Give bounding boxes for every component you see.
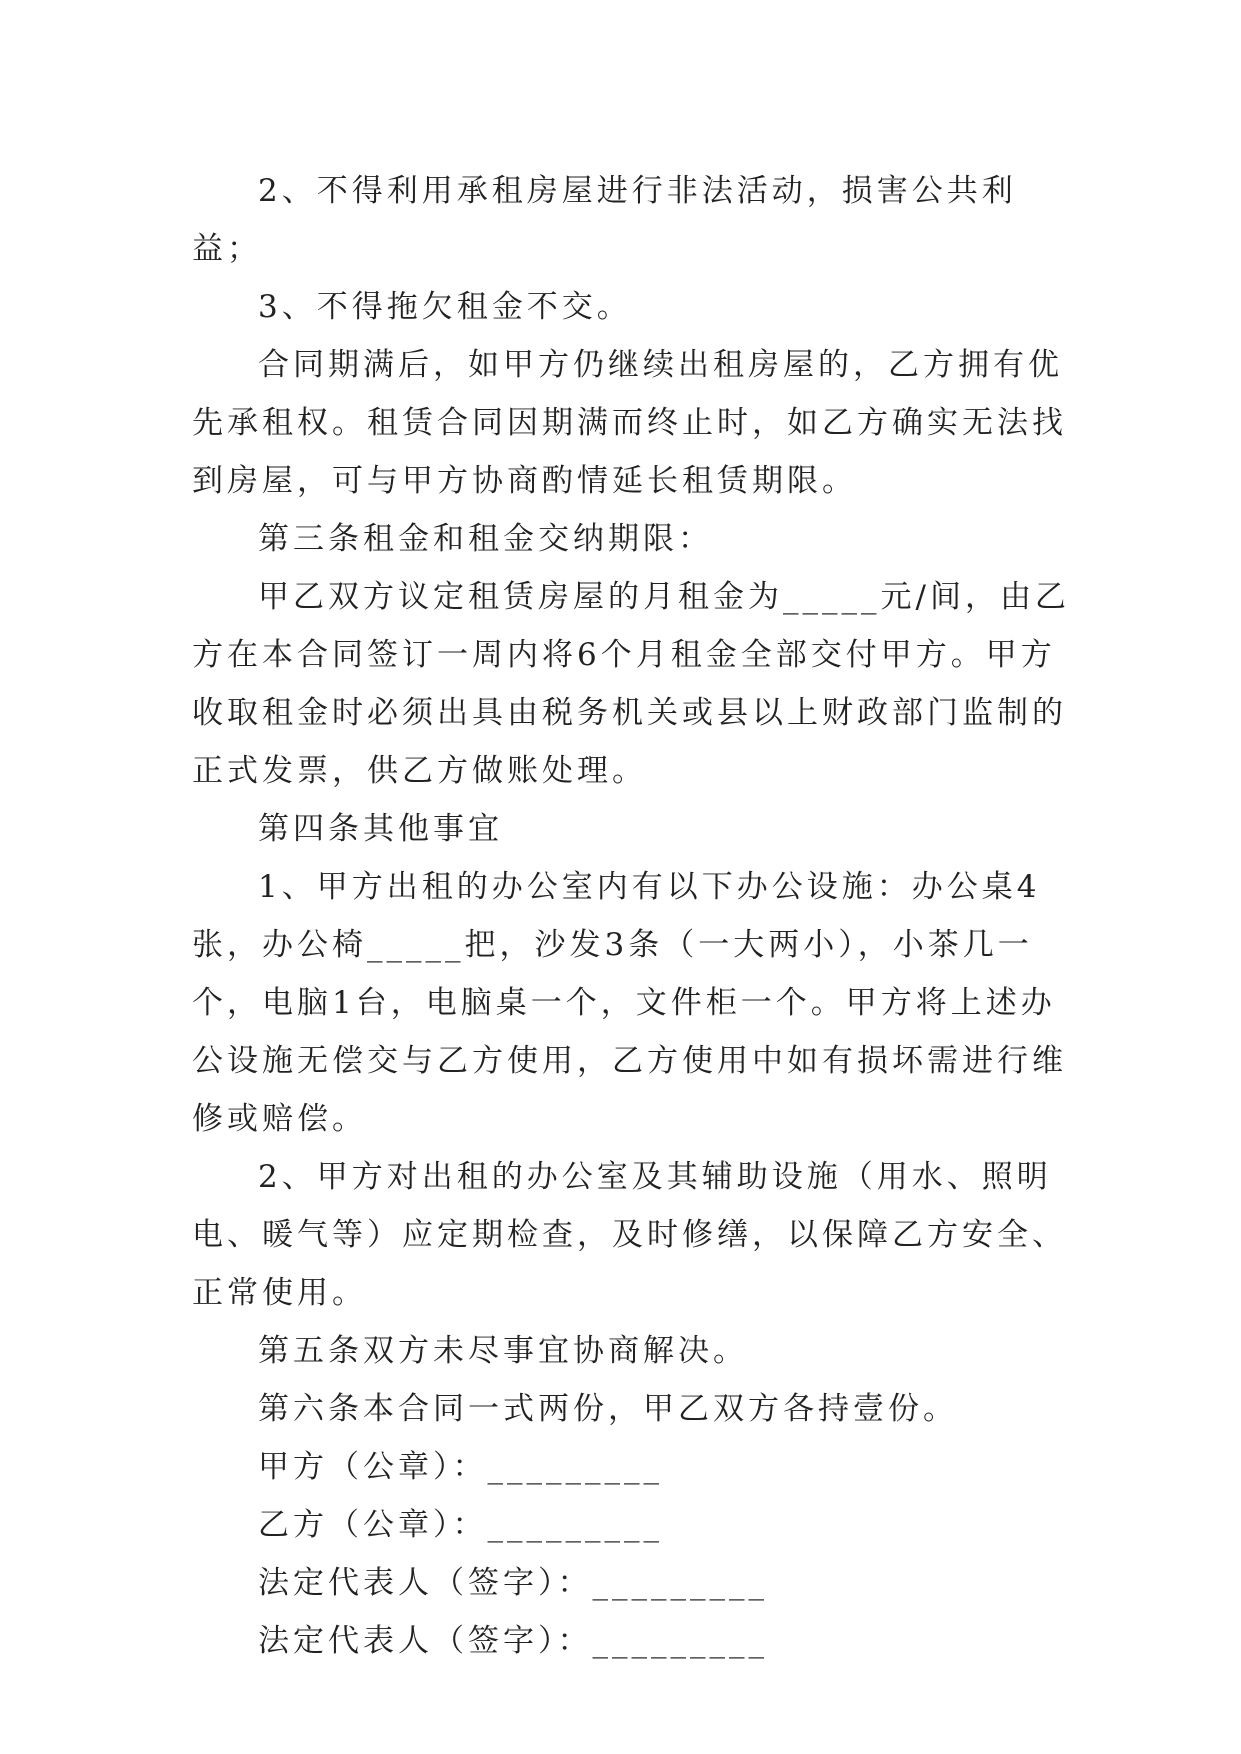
heading-article-5: 第五条双方未尽事宜协商解决。 [258, 1333, 748, 1369]
document-body [192, 162, 1072, 1670]
heading-article-3: 第三条租金和租金交纳期限： [258, 521, 713, 557]
paragraph-renewal: 合同期满后，如甲方仍继续出租房屋的，乙方拥有优先承租权。租赁合同因期满而终止时，如乙方确实无法找到房屋，可与甲方协商酌情延长租赁期限。 [192, 347, 1067, 499]
signature-party-a-seal: 甲方（公章）：_________ [258, 1449, 663, 1485]
paragraph-maintenance: 2、甲方对出租的办公室及其辅助设施（用水、照明电、暖气等）应定期检查，及时修缮，以保障乙方安全、正常使用。 [192, 1159, 1067, 1311]
paragraph-clause-3: 3、不得拖欠租金不交。 [258, 289, 632, 325]
signature-party-b-seal: 乙方（公章）：_________ [258, 1507, 663, 1543]
heading-article-6: 第六条本合同一式两份，甲乙双方各持壹份。 [258, 1391, 958, 1427]
paragraph-clause-2: 2、不得利用承租房屋进行非法活动，损害公共利益； [192, 173, 1017, 267]
heading-article-4: 第四条其他事宜 [258, 811, 503, 847]
signature-legal-rep-1: 法定代表人（签字）：_________ [258, 1565, 768, 1601]
paragraph-rent: 甲乙双方议定租赁房屋的月租金为_____元/间，由乙方在本合同签订一周内将6个月租金全部交付甲方。甲方收取租金时必须出具由税务机关或县以上财政部门监制的正式发票，供乙方做账处理。 [192, 579, 1070, 789]
signature-legal-rep-2: 法定代表人（签字）：_________ [258, 1623, 768, 1659]
paragraph-facilities: 1、甲方出租的办公室内有以下办公设施：办公桌4张，办公椅_____把，沙发3条（一大两小），小茶几一个，电脑1台，电脑桌一个，文件柜一个。甲方将上述办公设施无偿交与乙方使用，乙方使用中如有损坏需进行维修或赔偿。 [192, 869, 1067, 1137]
